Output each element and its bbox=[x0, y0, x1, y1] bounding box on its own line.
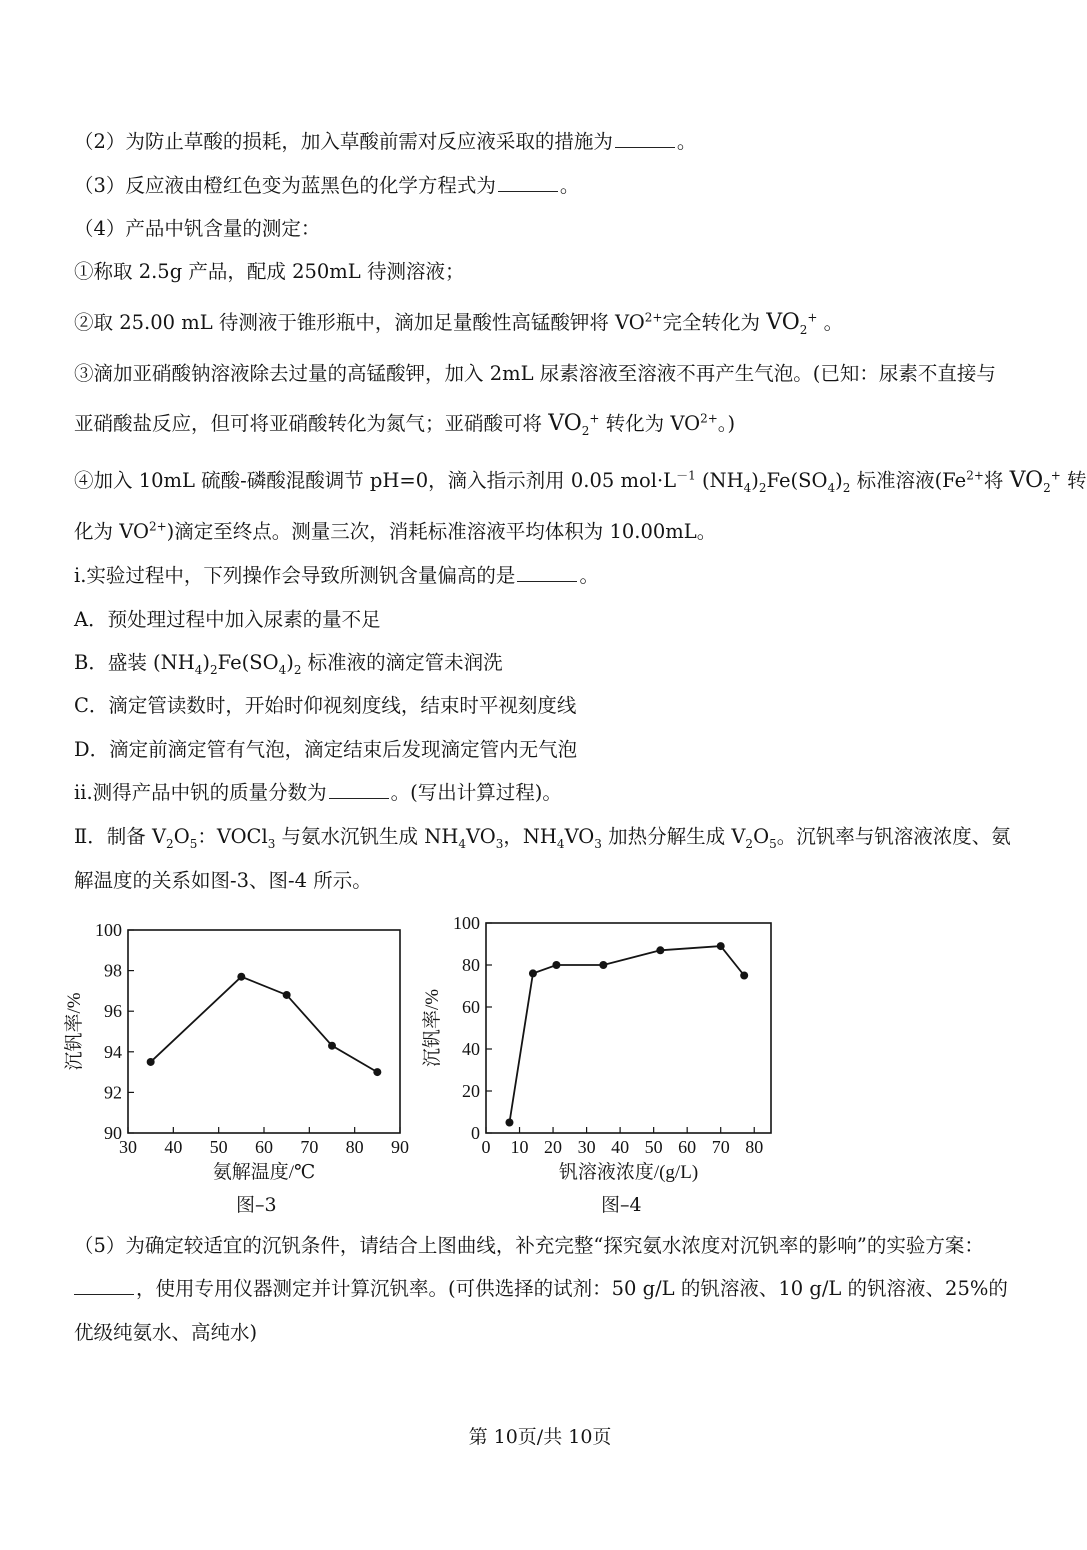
step-4-text: 化为 VO bbox=[74, 520, 149, 543]
x-tick-label: 0 bbox=[481, 1137, 491, 1157]
formula-part: VO bbox=[465, 825, 496, 848]
answer-blank bbox=[74, 1276, 134, 1295]
formula-sub: 4 bbox=[194, 662, 203, 677]
answer-blank bbox=[615, 129, 675, 148]
part-2-line-2: 解温度的关系如图-3、图-4 所示。 bbox=[74, 869, 372, 892]
question-5-text: ，使用专用仪器测定并计算沉钒率。(可供选择的试剂：50 g/L 的钒溶液、10 g/L 的钒溶液、25%的 bbox=[136, 1277, 1008, 1300]
charge-sup: + bbox=[589, 411, 600, 426]
sub-question-i-end: 。 bbox=[579, 564, 599, 587]
sub-question-ii-text: ⅱ.测得产品中钒的质量分数为 bbox=[74, 781, 327, 804]
question-4-title: （4）产品中钒含量的测定： bbox=[74, 217, 321, 240]
charge-sup: 2+ bbox=[644, 310, 663, 325]
x-tick-label: 50 bbox=[209, 1137, 228, 1157]
formula-part: VO bbox=[564, 825, 595, 848]
page-footer: 第 10页/共 10页 bbox=[468, 1426, 612, 1448]
formula-part: ) bbox=[751, 469, 759, 492]
question-2-text: （2）为防止草酸的损耗，加入草酸前需对反应液采取的措施为 bbox=[74, 130, 613, 153]
charge-sup: 2+ bbox=[700, 411, 718, 426]
formula-sub: 4 bbox=[743, 480, 752, 495]
formula-sub: 2 bbox=[842, 480, 851, 495]
data-point bbox=[283, 991, 291, 999]
x-tick-label: 70 bbox=[300, 1137, 319, 1157]
x-axis-label: 钒溶液浓度/(g/L) bbox=[558, 1162, 699, 1183]
step-3-mid: 转化为 VO bbox=[599, 412, 701, 435]
formula-sub: 5 bbox=[189, 836, 198, 851]
question-2 bbox=[74, 129, 696, 155]
formula-part: 与氨水沉钒生成 NH bbox=[275, 825, 459, 848]
y-tick-label: 94 bbox=[104, 1041, 122, 1062]
data-point bbox=[505, 1119, 513, 1127]
data-point bbox=[740, 972, 748, 980]
x-tick-label: 50 bbox=[644, 1137, 663, 1157]
formula-part: (NH bbox=[695, 469, 744, 492]
step-2-mid: 完全转化为 bbox=[662, 311, 767, 334]
formula-sub: 4 bbox=[556, 836, 565, 851]
data-point bbox=[328, 1042, 336, 1050]
charge-sup: + bbox=[1050, 468, 1061, 483]
part-2-text: Ⅱ．制备 V bbox=[74, 825, 167, 848]
sub-question-i-text: ⅰ.实验过程中，下列操作会导致所测钒含量偏高的是 bbox=[74, 564, 516, 587]
charge-sup: + bbox=[807, 310, 818, 325]
charge-sup: 2+ bbox=[966, 468, 984, 483]
step-3-line-1: ③滴加亚硝酸钠溶液除去过量的高锰酸钾，加入 2mL 尿素溶液至溶液不再产生气泡。(已知：尿素不直接与 bbox=[74, 362, 996, 385]
data-point bbox=[529, 969, 537, 977]
part-2-line-1 bbox=[74, 824, 1011, 850]
x-tick-label: 80 bbox=[345, 1137, 364, 1157]
step-2 bbox=[74, 310, 843, 336]
x-tick-label: 70 bbox=[711, 1137, 730, 1157]
formula-sub: 2 bbox=[799, 322, 808, 337]
question-2-end: 。 bbox=[676, 130, 697, 153]
x-tick-label: 20 bbox=[544, 1137, 563, 1157]
x-tick-label: 10 bbox=[510, 1137, 529, 1157]
option-d: D．滴定前滴定管有气泡，滴定结束后发现滴定管内无气泡 bbox=[74, 738, 578, 761]
series-line bbox=[151, 977, 378, 1072]
data-point bbox=[717, 942, 725, 950]
data-point bbox=[552, 961, 560, 969]
y-tick-label: 0 bbox=[471, 1123, 480, 1143]
step-3-end: 。) bbox=[717, 412, 736, 435]
y-tick-label: 60 bbox=[462, 997, 480, 1017]
question-3-text: （3）反应液由橙红色变为蓝黑色的化学方程式为 bbox=[74, 174, 496, 197]
step-4-end: )滴定至终点。测量三次，消耗标准溶液平均体积为 10.00mL。 bbox=[166, 520, 717, 543]
formula-sub: 3 bbox=[594, 836, 602, 851]
series-line bbox=[509, 946, 744, 1122]
step-4-text: ④加入 10mL 硫酸-磷酸混酸调节 pH=0，滴入指示剂用 0.05 mol·L bbox=[74, 469, 677, 492]
formula-sub: 2 bbox=[166, 836, 174, 851]
formula-sub: 2 bbox=[758, 480, 767, 495]
formula-sub: 2 bbox=[293, 662, 302, 677]
option-a: A．预处理过程中加入尿素的量不足 bbox=[74, 608, 381, 631]
question-5-line-2 bbox=[74, 1276, 1008, 1302]
answer-blank bbox=[517, 563, 577, 582]
chart-figure-3 bbox=[60, 910, 430, 1185]
y-tick-label: 96 bbox=[104, 1001, 122, 1022]
x-tick-label: 30 bbox=[119, 1137, 137, 1157]
x-axis-label: 氨解温度/℃ bbox=[212, 1162, 316, 1183]
y-tick-label: 98 bbox=[104, 960, 122, 981]
y-axis-label: 沉钒率/% bbox=[422, 988, 443, 1068]
question-3-end: 。 bbox=[559, 174, 580, 197]
answer-blank bbox=[329, 780, 389, 799]
x-tick-label: 80 bbox=[745, 1137, 764, 1157]
formula-part: O bbox=[753, 825, 770, 848]
step-4-end: 转 bbox=[1060, 469, 1087, 492]
x-tick-label: 60 bbox=[678, 1137, 697, 1157]
formula-sub: 3 bbox=[267, 836, 276, 851]
data-point bbox=[656, 946, 664, 954]
formula-sub: 2 bbox=[745, 836, 754, 851]
vo2-formula: VO bbox=[766, 310, 800, 335]
data-point bbox=[237, 973, 245, 981]
y-tick-label: 92 bbox=[104, 1082, 122, 1103]
option-b-text: B．盛装 (NH bbox=[74, 651, 195, 674]
option-c: C．滴定管读数时，开始时仰视刻度线，结束时平视刻度线 bbox=[74, 694, 577, 717]
x-tick-label: 30 bbox=[577, 1137, 596, 1157]
step-2-end: 。 bbox=[817, 311, 844, 334]
y-axis-label: 沉钒率/% bbox=[64, 992, 85, 1071]
formula-sub: 2 bbox=[1043, 480, 1051, 495]
formula-sub: 4 bbox=[278, 662, 287, 677]
formula-sub: 2 bbox=[581, 423, 590, 438]
formula-part: Fe(SO bbox=[766, 469, 828, 492]
data-point bbox=[599, 961, 607, 969]
formula-part: ) bbox=[286, 651, 294, 674]
formula-sub: 3 bbox=[495, 836, 504, 851]
y-tick-label: 20 bbox=[462, 1081, 480, 1101]
y-tick-label: 90 bbox=[104, 1123, 122, 1143]
answer-blank bbox=[498, 173, 558, 192]
x-tick-label: 40 bbox=[611, 1137, 630, 1157]
option-b-end: 标准液的滴定管未润洗 bbox=[301, 651, 503, 674]
y-tick-label: 100 bbox=[95, 920, 122, 940]
part-2-end: 。沉钒率与钒溶液浓度、氨 bbox=[776, 825, 1011, 848]
x-tick-label: 60 bbox=[255, 1137, 273, 1157]
step-1: ①称取 2.5g 产品，配成 250mL 待测溶液； bbox=[74, 260, 465, 283]
plot-frame bbox=[128, 930, 400, 1133]
step-3-line-2 bbox=[74, 411, 735, 437]
formula-sub: 4 bbox=[827, 480, 836, 495]
formula-part: ：VOCl bbox=[197, 825, 268, 848]
formula-sub: 2 bbox=[209, 662, 218, 677]
question-5-line-1: （5）为确定较适宜的沉钒条件，请结合上图曲线，补充完整“探究氨水浓度对沉钒率的影响”的实验方案： bbox=[74, 1234, 984, 1257]
vo2-formula: VO bbox=[1009, 468, 1044, 493]
step-4-line-2 bbox=[74, 519, 716, 545]
charge-sup: 2+ bbox=[148, 519, 167, 534]
data-point bbox=[147, 1058, 155, 1066]
y-tick-label: 80 bbox=[462, 955, 480, 975]
question-5-line-3: 优级纯氨水、高纯水) bbox=[74, 1321, 258, 1344]
formula-part: O bbox=[173, 825, 190, 848]
figure-3-caption: 图–3 bbox=[236, 1194, 277, 1216]
formula-sub: 5 bbox=[769, 836, 777, 851]
data-point bbox=[373, 1068, 381, 1076]
step-4-line-1 bbox=[74, 468, 1087, 494]
x-tick-label: 40 bbox=[164, 1137, 183, 1157]
x-tick-label: 90 bbox=[391, 1137, 409, 1157]
step-4-mid: 将 bbox=[983, 469, 1010, 492]
unit-sup: －1 bbox=[676, 468, 696, 483]
formula-part: 加热分解生成 V bbox=[601, 825, 746, 848]
formula-sub: 4 bbox=[458, 836, 466, 851]
question-3 bbox=[74, 173, 579, 199]
figure-4-caption: 图–4 bbox=[601, 1194, 642, 1216]
step-2-text: ②取 25.00 mL 待测液于锥形瓶中，滴加足量酸性高锰酸钾将 VO bbox=[74, 311, 645, 334]
formula-part: ，NH bbox=[503, 825, 557, 848]
step-3-text: 亚硝酸盐反应，但可将亚硝酸转化为氮气；亚硝酸可将 bbox=[74, 412, 549, 435]
formula-part: Fe(SO bbox=[217, 651, 279, 674]
sub-question-ii-end: 。(写出计算过程)。 bbox=[390, 781, 562, 804]
vo2-formula: VO bbox=[548, 411, 582, 436]
step-4-mid: 标准溶液(Fe bbox=[850, 469, 967, 492]
y-tick-label: 40 bbox=[462, 1039, 480, 1059]
chart-figure-4 bbox=[420, 910, 800, 1185]
formula-part: ) bbox=[202, 651, 210, 674]
sub-question-ii bbox=[74, 780, 562, 806]
option-b bbox=[74, 650, 503, 676]
sub-question-i bbox=[74, 563, 599, 589]
formula-part: ) bbox=[835, 469, 843, 492]
y-tick-label: 100 bbox=[453, 913, 480, 933]
